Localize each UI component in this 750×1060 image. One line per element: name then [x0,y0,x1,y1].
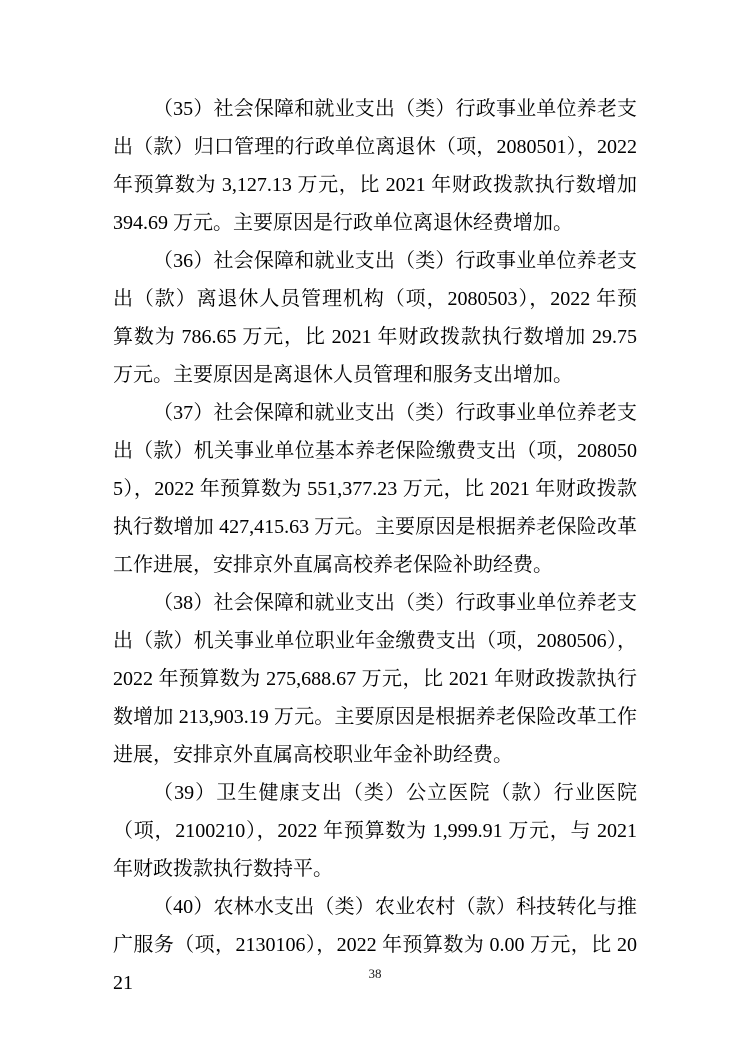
paragraph-item-39: （39）卫生健康支出（类）公立医院（款）行业医院（项，2100210），2022 年预算数为 1,999.91 万元，与 2021 年财政拨款执行数持平。 [113,782,637,880]
paragraph-item-35: （35）社会保障和就业支出（类）行政事业单位养老支出（款）归口管理的行政单位离退休（项，2080501），2022 年预算数为 3,127.13 万元，比 2021 年财政拨款执行数增加 394.69 万元。主要原因是行政单位离退休经费增加。 [113,98,637,234]
paragraph-item-38: （38）社会保障和就业支出（类）行政事业单位养老支出（款）机关事业单位职业年金缴费支出（项，2080506），2022 年预算数为 275,688.67 万元，比 2021 年财政拨款执行数增加 213,903.19 万元。主要原因是根据养老保险改革工作进展，安排京外直属高校职业年金补助经费。 [113,592,637,766]
document-body [113,90,637,1002]
page-number: 38 [368,966,382,981]
paragraph-item-36: （36）社会保障和就业支出（类）行政事业单位养老支出（款）离退休人员管理机构（项，2080503），2022 年预算数为 786.65 万元，比 2021 年财政拨款执行数增加 29.75 万元。主要原因是离退休人员管理和服务支出增加。 [113,250,637,386]
paragraph-item-37: （37）社会保障和就业支出（类）行政事业单位养老支出（款）机关事业单位基本养老保险缴费支出（项，2080505），2022 年预算数为 551,377.23 万元，比 2021 年财政拨款执行数增加 427,415.63 万元。主要原因是根据养老保险改革工作进展，安排京外直属高校养老保险补助经费。 [113,402,637,576]
paragraph-item-40: （40）农林水支出（类）农业农村（款）科技转化与推广服务（项，2130106），2022 年预算数为 0.00 万元，比 2021 [113,896,637,994]
